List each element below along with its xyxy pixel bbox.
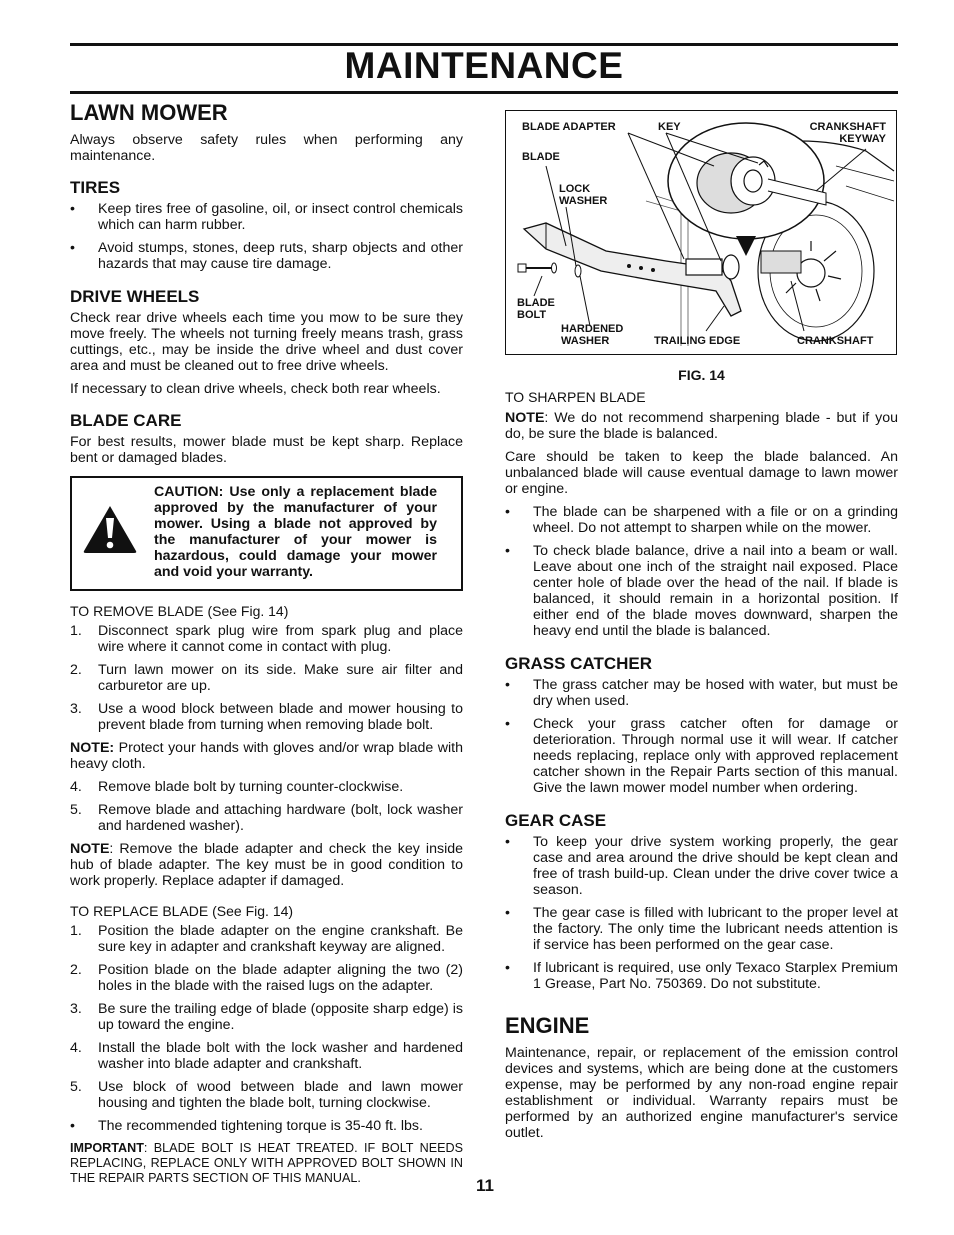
remove-blade-label: TO REMOVE BLADE (See Fig. 14) (70, 603, 289, 619)
sharpen-label: TO SHARPEN BLADE (505, 389, 646, 405)
list-item: 2. Turn lawn mower on its side. Make sure air filter and carburetor are up. (70, 662, 463, 694)
blade-care-intro: For best results, mower blade must be kept sharp. Replace bent or damaged blades. (70, 434, 463, 466)
drive-wheels-text-2: If necessary to clean drive wheels, check both rear wheels. (70, 381, 441, 397)
title-rule (70, 91, 898, 94)
lawn-mower-heading: LAWN MOWER (70, 100, 228, 125)
lawn-mower-intro: Always observe safety rules when performing any maintenance. (70, 132, 463, 164)
tires-heading: TIRES (70, 178, 121, 197)
grass-catcher-heading: GRASS CATCHER (505, 654, 653, 673)
engine-heading: ENGINE (505, 1013, 590, 1038)
list-item: • If lubricant is required, use only Texaco Starplex Premium 1 Grease, Part No. 750369. Do not substitute. (505, 960, 898, 992)
list-item: • To keep your drive system working properly, the gear case and area around the drive should be kept clean and free of trash build-up. Clean under the drive cover twice a season. (505, 834, 898, 898)
list-item: • Avoid stumps, stones, deep ruts, sharp objects and other hazards that may cause tire damage. (70, 240, 463, 272)
important-note: IMPORTANT: BLADE BOLT IS HEAT TREATED. IF BOLT NEEDS REPLACING, REPLACE ONLY WITH APPROVED BOLT SHOWN IN THE REPAIR PARTS SECTION OF THIS MANUAL. (70, 1141, 463, 1185)
list-item: • The gear case is filled with lubricant to the proper level at the factory. The only time the lubricant needs attention is if service has been performed on the gear case. (505, 905, 898, 953)
list-item: • To check blade balance, drive a nail into a beam or wall. Leave about one inch of the straight nail exposed. Place center hole of blade over the head of the nail. If blade is balanced, it should remain in a horizontal position. If either end of the blade moves downward, sharpen the heavy end until the blade is balanced. (505, 543, 898, 639)
replace-steps (70, 923, 463, 1134)
figure-14 (505, 110, 897, 355)
gear-case-list (505, 834, 898, 992)
sharpen-note: NOTE: We do not recommend sharpening blade - but if you do, be sure the blade is balanced. (505, 410, 898, 442)
label-key: KEY (658, 121, 681, 133)
note-adapter: NOTE: Remove the blade adapter and check the key inside hub of blade adapter. The key must be in good condition to work properly. Replace adapter if damaged. (70, 841, 463, 889)
list-item: 5. Remove blade and attaching hardware (bolt, lock washer and hardened washer). (70, 802, 463, 834)
drive-wheels-heading: DRIVE WHEELS (70, 287, 200, 306)
list-item: • Keep tires free of gasoline, oil, or insect control chemicals which can harm rubber. (70, 201, 463, 233)
replace-blade-label: TO REPLACE BLADE (See Fig. 14) (70, 903, 294, 919)
label-crankshaft: CRANKSHAFT (797, 335, 874, 347)
list-item: 5. Use block of wood between blade and lawn mower housing and tighten the blade bolt, turning clockwise. (70, 1079, 463, 1111)
label-lock-washer: LOCK WASHER (559, 183, 608, 207)
page-number: 11 (476, 1176, 494, 1195)
list-item: 3. Be sure the trailing edge of blade (opposite sharp edge) is up toward the engine. (70, 1001, 463, 1033)
remove-steps-2 (70, 779, 463, 834)
label-hardened-washer: HARDENED WASHER (561, 323, 624, 347)
list-item: • The grass catcher may be hosed with water, but must be dry when used. (505, 677, 898, 709)
list-item: • Check your grass catcher often for damage or deterioration. Through normal use it will wear. If catcher needs replacing, replace only with approved replacement catcher shown in the Repair Parts section of this manual. Give the lawn mower model number when ordering. (505, 716, 898, 796)
page-title: MAINTENANCE (344, 45, 624, 86)
sharpen-list (505, 504, 898, 639)
list-item: 3. Use a wood block between blade and mower housing to prevent blade from turning when removing blade bolt. (70, 701, 463, 733)
warning-icon (82, 504, 138, 554)
list-item: • The blade can be sharpened with a file or on a grinding wheel. Do not attempt to sharpen while on the mower. (505, 504, 898, 536)
blade-assembly-diagram (506, 111, 896, 354)
list-item: 4. Install the blade bolt with the lock washer and hardened washer into blade adapter and crankshaft. (70, 1040, 463, 1072)
label-crankshaft-keyway: CRANKSHAFT KEYWAY (809, 121, 886, 145)
list-item: 1. Disconnect spark plug wire from spark plug and place wire where it cannot come in contact with plug. (70, 623, 463, 655)
list-item: 1. Position the blade adapter on the engine crankshaft. Be sure key in adapter and crankshaft keyway are aligned. (70, 923, 463, 955)
label-blade: BLADE (522, 151, 560, 163)
grass-catcher-list (505, 677, 898, 796)
remove-steps (70, 623, 463, 733)
list-item: 4. Remove blade bolt by turning counter-clockwise. (70, 779, 404, 795)
gear-case-heading: GEAR CASE (505, 811, 607, 830)
engine-text: Maintenance, repair, or replacement of the emission control devices and systems, which are being done at the customers expense, may be performed by any non-road engine repair establishment or individual. Warranty repairs must be performed by an authorized engine manufacturer's service outlet. (505, 1045, 898, 1141)
label-trailing-edge: TRAILING EDGE (654, 335, 741, 347)
note-gloves: NOTE: Protect your hands with gloves and/or wrap blade with heavy cloth. (70, 740, 463, 772)
list-item: 2. Position blade on the blade adapter aligning the two (2) holes in the blade with the raised lugs on the adapter. (70, 962, 463, 994)
list-item: • The recommended tightening torque is 35-40 ft. lbs. (70, 1118, 423, 1134)
label-blade-bolt: BLADE BOLT (517, 297, 555, 321)
right-column (505, 110, 898, 1141)
caution-text: CAUTION: Use only a replacement blade approved by the manufacturer of your mower. Using a blade not approved by the manufacturer of your mower is hazardous, could damage your mower and void your warranty. (154, 484, 437, 580)
blade-care-heading: BLADE CARE (70, 411, 182, 430)
label-blade-adapter: BLADE ADAPTER (522, 121, 616, 133)
figure-caption: FIG. 14 (678, 367, 725, 383)
drive-wheels-text: Check rear drive wheels each time you mow to be sure they move freely. The wheels not turning freely means trash, grass cuttings, etc., may be inside the drive wheel and dust cover area and must be cleaned out to free drive wheels. (70, 310, 463, 374)
caution-box (70, 476, 463, 591)
tires-list (70, 201, 463, 272)
left-column (70, 100, 463, 1186)
sharpen-text: Care should be taken to keep the blade balanced. An unbalanced blade will cause eventual damage to lawn mower or engine. (505, 449, 898, 497)
